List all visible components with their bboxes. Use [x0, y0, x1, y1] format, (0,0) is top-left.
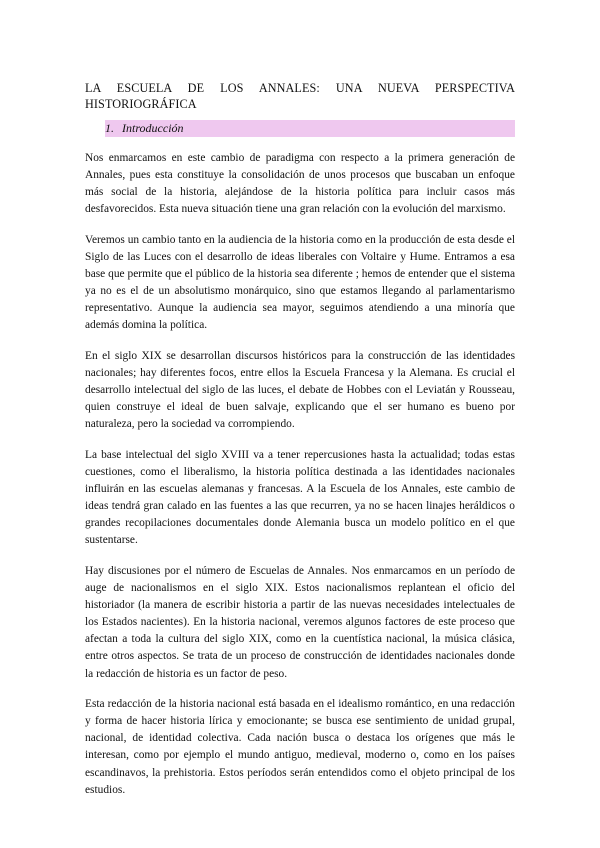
paragraph-2: Veremos un cambio tanto en la audiencia de la historia como en la producción de esta desde el Siglo de las Luces con el desarrollo de ideas liberales con Voltaire y Hume. Entramos a esa base que permite que el público de la historia sea diferente ; hemos de entender que el sistema ya no es el de un absolutismo monárquico, sino que estamos llegando al parlamentarismo representativo. Aunque la audiencia sea mayor, seguimos atendiendo a una minoría que además domina la política.: [85, 233, 515, 332]
paragraph-6: Esta redacción de la historia nacional está basada en el idealismo romántico, en una redacción y forma de hacer historia lírica y emocionante; se busca ese sentimiento de unidad grupal, nacional, de identidad colectiva. Cada nación busca o destaca los orígenes que más le interesan, como por ejemplo el mundo antiguo, medieval, moderno o, como en los países escandinavos, la prehistoria. Estos períodos serán entendidos como el objeto principal de los estudios.: [85, 698, 515, 796]
paragraph-3: En el siglo XIX se desarrollan discursos históricos para la construcción de las identidades nacionales; hay diferentes focos, entre ellos la Escuela Francesa y la Alemana. Es crucial el desarrollo intelectual del siglo de las luces, el debate de Hobbes con el Leviatán y Rousseau, quien construye el ideal de buen salvaje, explicando que el ser humano es bueno por naturaleza, pero la sociedad va corrompiendo.: [85, 349, 515, 431]
section-label: Introducción: [122, 121, 184, 135]
document-body: [85, 80, 515, 812]
document-title: LA ESCUELA DE LOS ANNALES: UNA NUEVA PERSPECTIVA HISTORIOGRÁFICA: [85, 81, 515, 111]
paragraph-1: Nos enmarcamos en este cambio de paradigma con respecto a la primera generación de Annales, pues esta constituye la consolidación de unos procesos que buscaban un enfoque más social de la historia, alejándose de la historia política para incluir casos más desfavorecidos. Esta nueva situación tiene una gran relación con la evolución del marxismo.: [85, 152, 515, 216]
section-number: 1.: [105, 121, 114, 135]
paragraph-4: La base intelectual del siglo XVIII va a tener repercusiones hasta la actualidad; todas estas cuestiones, como el liberalismo, la historia política destinada a las identidades nacionales influirán en las escuelas alemanas y francesas. A la Escuela de los Annales, este cambio de ideas tendrá gran calado en las fuentes a las que recurren, ya no se hacen linajes heráldicos o grandes recopilaciones documentales donde Alemania busca un modelo político en el que sustentarse.: [85, 448, 515, 547]
paragraph-5: Hay discusiones por el número de Escuelas de Annales. Nos enmarcamos en un período de auge de nacionalismos en el siglo XIX. Estos nacionalismos replantean el oficio del historiador (la manera de escribir historia a partir de las nuevas necesidades intelectuales de los Estados nacientes). En la historia nacional, veremos algunos factores de este proceso que afectan a toda la cultura del siglo XIX, como en la cuentística nacional, la música clásica, entre otros aspectos. Se trata de un proceso de construcción de identidades nacionales donde la redacción de historia es un factor de peso.: [85, 564, 515, 680]
section-heading: [105, 120, 515, 137]
